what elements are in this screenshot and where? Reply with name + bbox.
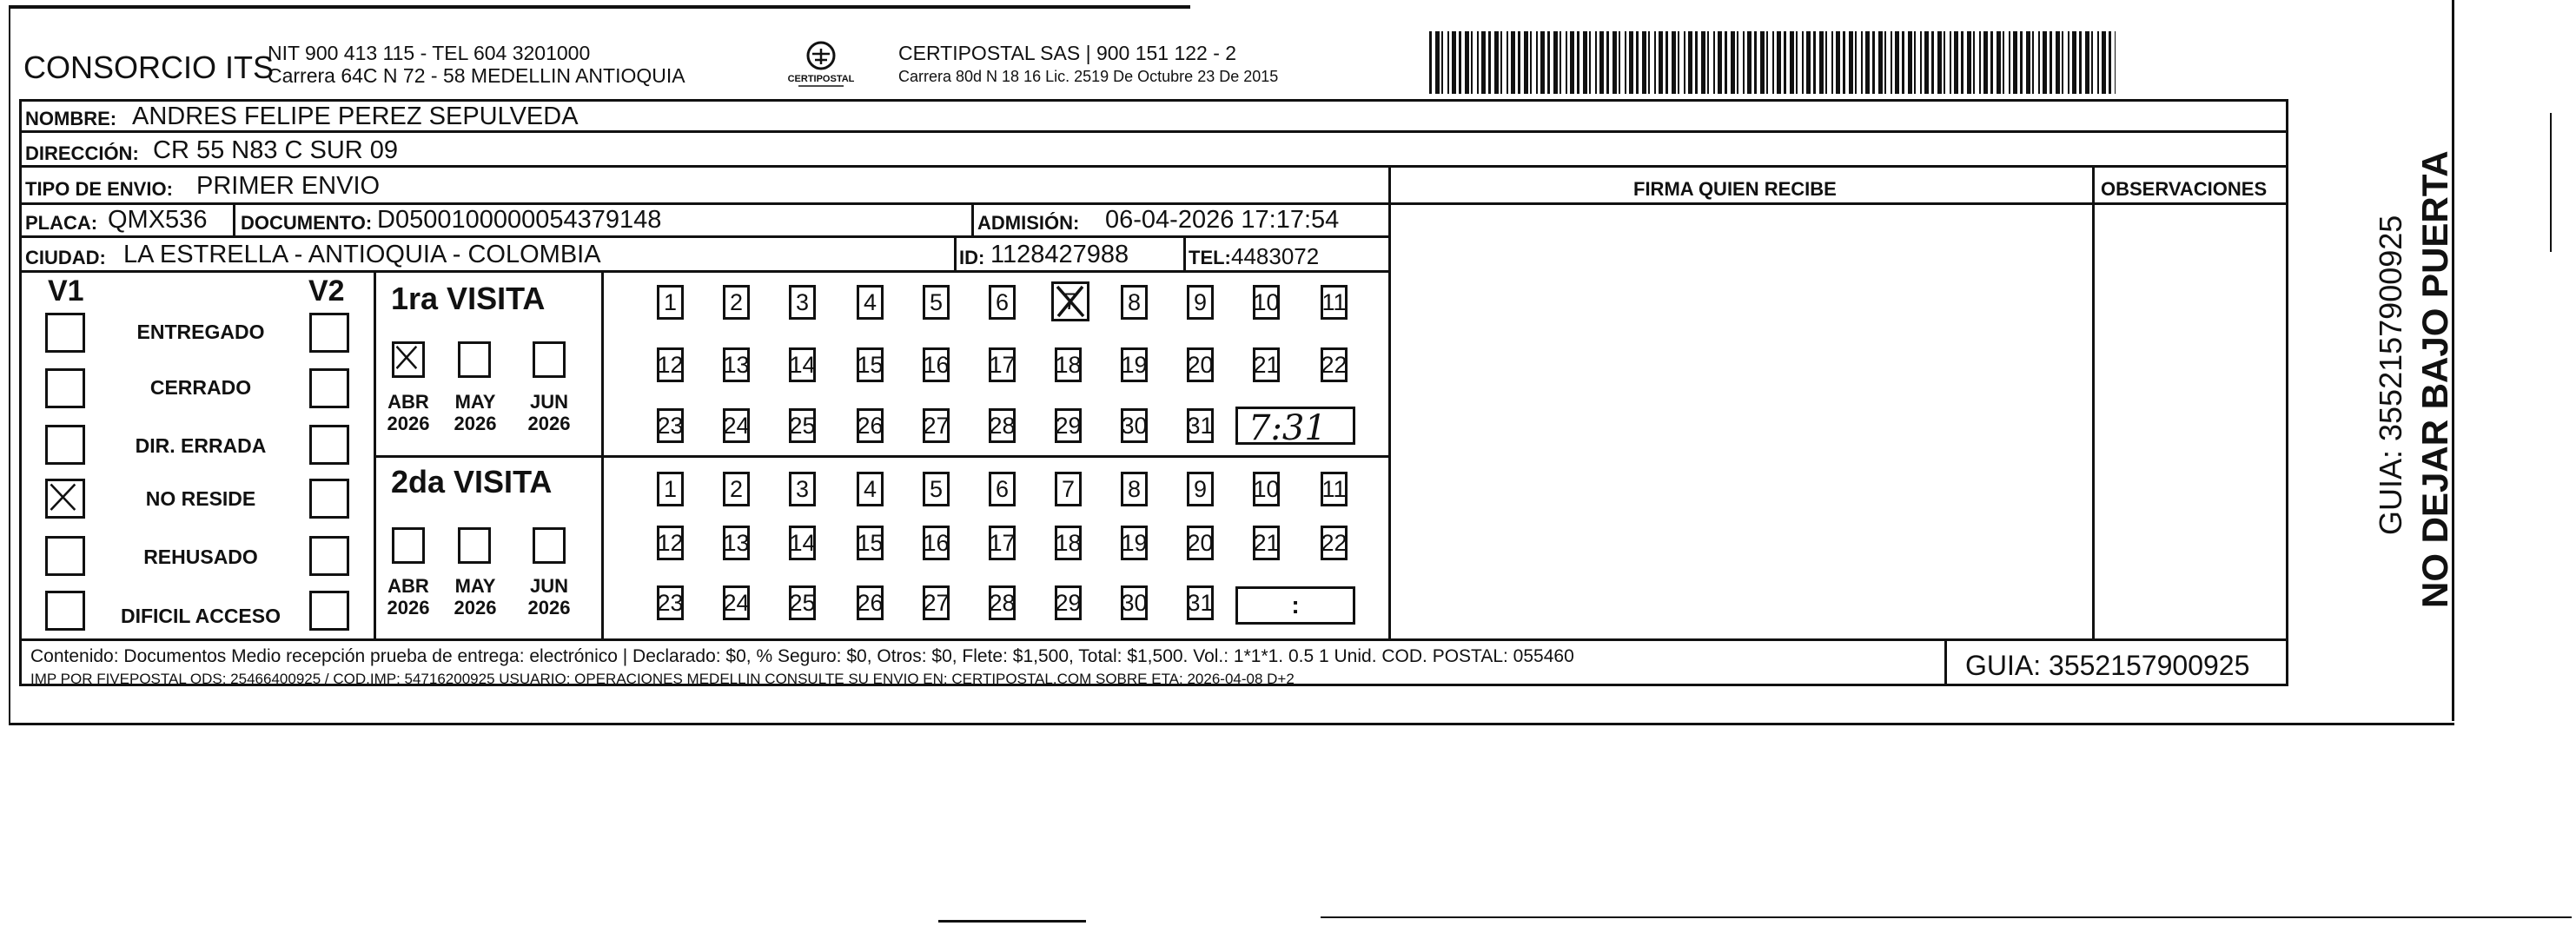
visit2-day-28[interactable]: 28 [989,585,1016,620]
visit2-month-abr-checkbox[interactable] [392,527,425,564]
admision-value: 06-04-2026 17:17:54 [1105,206,1340,234]
visit2-day-27[interactable]: 27 [923,585,950,620]
nombre-value: ANDRES FELIPE PEREZ SEPULVEDA [132,103,579,130]
status-label-dir-errada: DIR. ERRADA [135,434,267,457]
visit1-day-9[interactable]: 9 [1187,285,1214,320]
ciudad-label: CIUDAD: [25,247,106,268]
x-mark-icon [394,344,422,375]
observaciones-left-line [2092,165,2095,638]
visit2-day-12[interactable]: 12 [657,526,684,560]
visit1-day-21[interactable]: 21 [1253,347,1280,382]
visit1-day-29[interactable]: 29 [1055,408,1082,443]
visit1-month-abr: ABR 2026 [387,391,430,435]
documento-label: DOCUMENTO: [241,212,373,234]
calendar-divider [601,270,604,638]
barcode [1429,31,2116,94]
visit2-day-24[interactable]: 24 [723,585,750,620]
v2-checkbox-rehusado[interactable] [309,536,349,576]
left-edge-line [9,9,10,723]
row-line-2 [19,165,2288,168]
visit2-day-18[interactable]: 18 [1055,526,1082,560]
v2-checkbox-entregado[interactable] [309,313,349,353]
visit2-day-5[interactable]: 5 [923,472,950,506]
visit2-day-1[interactable]: 1 [657,472,684,506]
visit2-day-31[interactable]: 31 [1187,585,1214,620]
row-line-6 [374,455,1390,458]
company-name: CONSORCIO ITS [23,50,275,85]
v1-checkbox-no-reside[interactable] [45,479,85,519]
visit2-day-22[interactable]: 22 [1321,526,1348,560]
visit1-time-handwritten: 7:31 [1248,408,1327,448]
v2-label: V2 [308,274,345,308]
visit1-day-5[interactable]: 5 [923,285,950,320]
visit2-time-separator: : [1291,592,1300,618]
tipo-envio-label: TIPO DE ENVIO: [25,178,173,200]
admision-divider [971,202,974,235]
visit2-day-11[interactable]: 11 [1321,472,1348,506]
visit2-day-4[interactable]: 4 [857,472,884,506]
visit1-day-12[interactable]: 12 [657,347,684,382]
visit2-day-25[interactable]: 25 [789,585,816,620]
visit2-day-26[interactable]: 26 [857,585,884,620]
visit1-day-14[interactable]: 14 [789,347,816,382]
v1-checkbox-dificil-acceso[interactable] [45,591,85,631]
row-line-5 [19,270,1390,273]
visit2-month-jun: JUN 2026 [527,575,571,619]
visit1-day-13[interactable]: 13 [723,347,750,382]
visit1-day-26[interactable]: 26 [857,408,884,443]
firma-label: FIRMA QUIEN RECIBE [1633,178,1837,200]
top-edge-line [9,5,1190,9]
tipo-envio-value: PRIMER ENVIO [196,172,381,200]
visit1-day-16[interactable]: 16 [923,347,950,382]
visit1-day-28[interactable]: 28 [989,408,1016,443]
visit2-month-abr: ABR 2026 [387,575,430,619]
observaciones-label: OBSERVACIONES [2101,178,2268,200]
v1-checkbox-rehusado[interactable] [45,536,85,576]
visit2-day-13[interactable]: 13 [723,526,750,560]
visit2-day-19[interactable]: 19 [1121,526,1148,560]
visit2-day-17[interactable]: 17 [989,526,1016,560]
admision-label: ADMISIÓN: [977,212,1080,234]
visit1-day-2[interactable]: 2 [723,285,750,320]
visit1-day-20[interactable]: 20 [1187,347,1214,382]
v1-checkbox-entregado[interactable] [45,313,85,353]
id-divider [954,235,957,270]
footer-line [19,638,2288,641]
v2-checkbox-dificil-acceso[interactable] [309,591,349,631]
visit1-month-jun: JUN 2026 [527,391,571,435]
ciudad-value: LA ESTRELLA - ANTIOQUIA - COLOMBIA [123,241,601,268]
visit1-day-4[interactable]: 4 [857,285,884,320]
visit1-day-10[interactable]: 10 [1253,285,1280,320]
v2-checkbox-cerrado[interactable] [309,368,349,408]
visit2-day-15[interactable]: 15 [857,526,884,560]
status-label-cerrado: CERRADO [149,376,252,399]
tel-label: TEL: [1189,247,1231,268]
visit2-day-30[interactable]: 30 [1121,585,1148,620]
visit2-month-may: MAY 2026 [454,575,497,619]
right-margin-mark [2550,113,2552,252]
visit1-day-11[interactable]: 11 [1321,285,1348,320]
visit2-day-9[interactable]: 9 [1187,472,1214,506]
visit2-day-3[interactable]: 3 [789,472,816,506]
visit1-time-box[interactable] [1235,407,1355,448]
status-divider [374,270,376,638]
bottom-edge-line [9,723,2454,725]
lower-page-line [1321,916,2572,918]
row-line-3 [19,202,1390,205]
x-mark-icon [48,481,83,516]
visit2-day-29[interactable]: 29 [1055,585,1082,620]
placa-label: PLACA: [25,212,98,234]
v1-checkbox-cerrado[interactable] [45,368,85,408]
visit1-day-7[interactable] [1051,281,1089,321]
v1-checkbox-dir-errada[interactable] [45,425,85,465]
visit1-month-abr-checkbox[interactable] [392,341,425,378]
visit2-month-jun-checkbox[interactable] [533,527,566,564]
v2-checkbox-no-reside[interactable] [309,479,349,519]
tel-value: 4483072 [1231,243,1320,269]
row-line-1 [19,130,2288,133]
svg-text:CERTIPOSTAL: CERTIPOSTAL [787,74,855,84]
visit2-title: 2da VISITA [391,464,553,499]
visit1-day-18[interactable]: 18 [1055,347,1082,382]
company-nit: NIT 900 413 115 - TEL 604 3201000 [268,42,591,64]
placa-divider [233,202,235,235]
company-address: Carrera 64C N 72 - 58 MEDELLIN ANTIOQUIA [268,64,685,87]
direccion-label: DIRECCIÓN: [25,142,139,164]
footer-imp: IMP POR FIVEPOSTAL ODS: 25466400925 / COD.IMP: 54716200925 USUARIO: OPERACIONES MEDELLIN CONSULTE SU ENVIO EN: CERTIPOSTAL.COM SOBRE ETA: 2026-04-08 D+2 [30,671,1295,687]
visit1-day-31[interactable]: 31 [1187,408,1214,443]
day-number: 7 [1063,288,1077,314]
visit1-day-22[interactable]: 22 [1321,347,1348,382]
visit2-day-10[interactable]: 10 [1253,472,1280,506]
visit2-day-7[interactable]: 7 [1055,472,1082,506]
visit2-day-16[interactable]: 16 [923,526,950,560]
side-guia: GUIA: 3552157900925 [2373,215,2408,535]
footer-guia: GUIA: 3552157900925 [1965,650,2250,681]
nombre-label: NOMBRE: [25,108,117,129]
visit1-day-27[interactable]: 27 [923,408,950,443]
visit2-day-21[interactable]: 21 [1253,526,1280,560]
visit1-day-6[interactable]: 6 [989,285,1016,320]
firma-header-line [1388,202,2288,205]
visit2-day-6[interactable]: 6 [989,472,1016,506]
lower-page-mark [938,920,1086,923]
certipostal-logo-icon [786,36,856,94]
visit2-day-2[interactable]: 2 [723,472,750,506]
status-label-rehusado: REHUSADO [143,546,258,568]
v2-checkbox-dir-errada[interactable] [309,425,349,465]
visit2-day-23[interactable]: 23 [657,585,684,620]
visit2-time-box[interactable] [1235,586,1355,625]
direccion-value: CR 55 N83 C SUR 09 [153,136,399,164]
visit1-day-15[interactable]: 15 [857,347,884,382]
id-label: ID: [959,247,985,268]
visit1-month-may: MAY 2026 [454,391,497,435]
status-label-no-reside: NO RESIDE [145,487,256,510]
visit1-day-24[interactable]: 24 [723,408,750,443]
visit1-title: 1ra VISITA [391,281,546,316]
visit2-month-may-checkbox[interactable] [458,527,491,564]
visit1-day-25[interactable]: 25 [789,408,816,443]
carrier-name: CERTIPOSTAL SAS | 900 151 122 - 2 [898,42,1237,64]
carrier-license: Carrera 80d N 18 16 Lic. 2519 De Octubre 23 De 2015 [898,68,1279,85]
side-no-dejar-bajo-puerta: NO DEJAR BAJO PUERTA [2414,150,2455,608]
visit1-day-3[interactable]: 3 [789,285,816,320]
status-label-dificil-acceso: DIFICIL ACCESO [120,605,281,627]
visit1-month-may-checkbox[interactable] [458,341,491,378]
visit1-month-jun-checkbox[interactable] [533,341,566,378]
visit2-day-20[interactable]: 20 [1187,526,1214,560]
v1-label: V1 [48,274,84,308]
visit1-day-8[interactable]: 8 [1121,285,1148,320]
id-value: 1128427988 [990,241,1129,268]
visit1-day-1[interactable]: 1 [657,285,684,320]
documento-value: D0500100000054379148 [377,206,662,234]
visit1-day-30[interactable]: 30 [1121,408,1148,443]
placa-value: QMX536 [108,206,208,234]
tel-divider [1183,235,1186,270]
footer-contenido: Contenido: Documentos Medio recepción prueba de entrega: electrónico | Declarado: $0, % Seguro: $0, Otros: $0, Flete: $1,500, Total: $1,500. Vol.: 1*1*1. 0.5 1 Unid. COD. POSTAL: 055460 [30,646,1574,666]
visit1-day-23[interactable]: 23 [657,408,684,443]
visit1-day-17[interactable]: 17 [989,347,1016,382]
guia-box-left-line [1944,638,1947,686]
status-label-entregado: ENTREGADO [136,321,265,343]
firma-left-line [1388,165,1391,638]
visit1-day-19[interactable]: 19 [1121,347,1148,382]
visit2-day-14[interactable]: 14 [789,526,816,560]
visit2-day-8[interactable]: 8 [1121,472,1148,506]
